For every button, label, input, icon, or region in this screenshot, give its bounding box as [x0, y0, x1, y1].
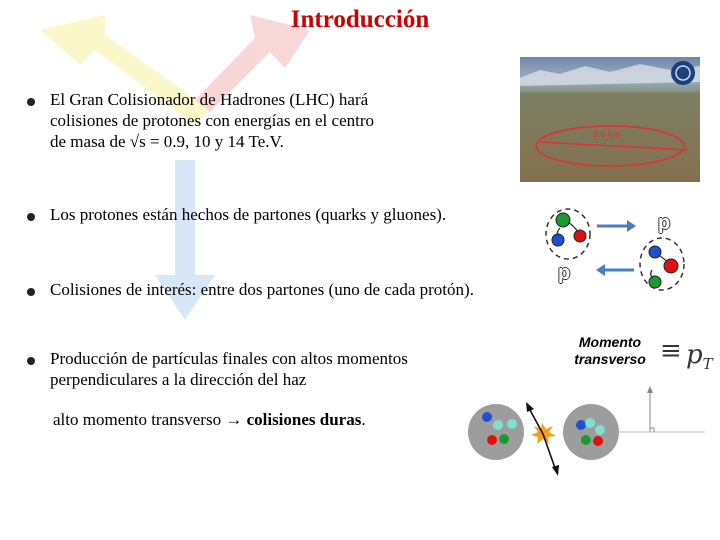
- bullet-dot-icon: [27, 98, 35, 106]
- pt-letter: p: [686, 340, 703, 370]
- equiv-symbol: ≡: [660, 336, 682, 366]
- proton-label-right: p: [658, 212, 671, 234]
- bullet-partons: Los protones están hechos de partones (quarks y gluones).: [50, 205, 447, 224]
- conclusion-bold: colisiones duras: [246, 410, 362, 429]
- bullet-collisions: Colisiones de interés: entre dos partones (uno de cada protón).: [50, 280, 474, 299]
- bullet-production-line-1: Producción de partículas finales con altos momentos: [50, 349, 408, 368]
- proton-diagram-right: [596, 238, 684, 290]
- collision-diagram: [468, 402, 619, 476]
- bullet-lhc: [50, 89, 374, 152]
- momento-transverso-label: [560, 334, 660, 368]
- arrow-right-icon: →: [225, 410, 243, 429]
- bullet-dot-icon: [27, 213, 35, 221]
- bullet-production: [50, 348, 408, 390]
- background-arrows-icon: [40, 15, 310, 320]
- bullet-lhc-line-2: colisiones de protones con energías en el centro: [50, 111, 374, 130]
- bullet-dot-icon: [27, 357, 35, 365]
- bullet-lhc-line-3: de masa de √s = 0.9, 10 y 14 Te.V.: [50, 132, 284, 151]
- bullet-production-line-2: perpendiculares a la dirección del haz: [50, 370, 307, 389]
- conclusion-line: [53, 410, 366, 430]
- slide-title: Introducción: [290, 6, 430, 33]
- conclusion-prefix: alto momento transverso: [53, 410, 222, 429]
- proton-label-left: p: [558, 262, 571, 284]
- momento-label-line-1: Momento: [578, 334, 642, 350]
- pt-symbol: [686, 340, 713, 373]
- bullet-dot-icon: [27, 288, 35, 296]
- bullet-lhc-line-1: El Gran Colisionador de Hadrones (LHC) hará: [50, 90, 369, 109]
- conclusion-suffix: .: [361, 410, 366, 429]
- momento-label-line-2: transverso: [574, 351, 646, 367]
- ring-size-label: 8.6 km: [593, 129, 621, 139]
- proton-diagram-left: [546, 209, 636, 259]
- pt-subscript: T: [702, 355, 713, 374]
- lhc-aerial-photo: [520, 57, 700, 182]
